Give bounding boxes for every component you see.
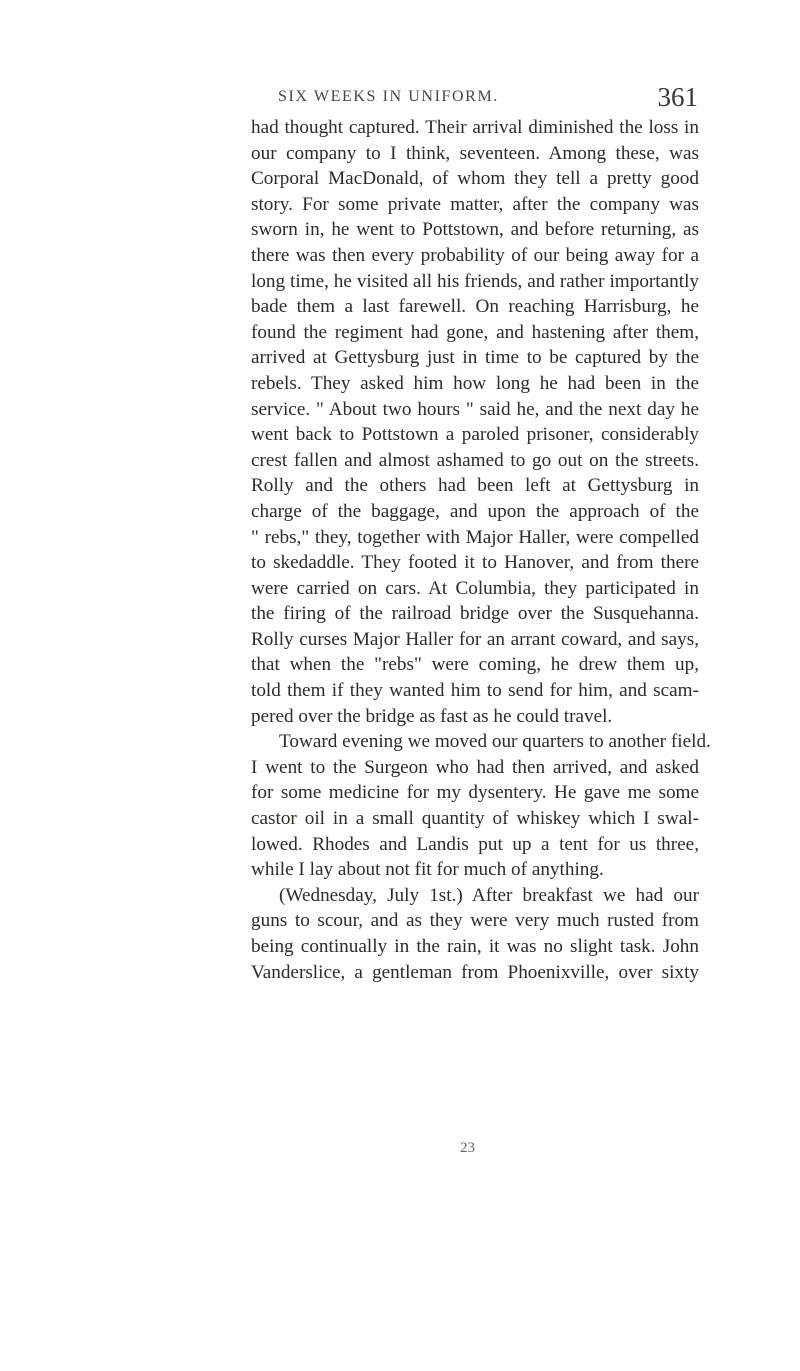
- text-line: Rolly curses Major Haller for an arrant coward, and says,: [251, 628, 699, 650]
- text-line: told them if they wanted him to send for him, and scam-: [251, 680, 699, 702]
- text-line: had thought captured. Their arrival diminished the loss in: [251, 117, 699, 138]
- text-line: (Wednesday, July 1st.) After breakfast we had our: [279, 884, 699, 906]
- text-line: Vanderslice, a gentleman from Phoenixville, over sixty: [251, 961, 699, 983]
- text-line: castor oil in a small quantity of whiskey which I swal-: [251, 808, 699, 830]
- text-line: charge of the baggage, and upon the approach of the: [251, 500, 699, 522]
- text-line: were carried on cars. At Columbia, they participated in: [251, 577, 699, 599]
- text-line: that when the "rebs" were coming, he drew them up,: [251, 654, 699, 676]
- text-line: pered over the bridge as fast as he could travel.: [251, 705, 613, 727]
- body-text: [251, 115, 711, 985]
- text-line: being continually in the rain, it was no slight task. John: [251, 936, 699, 957]
- text-line: while I lay about not fit for much of anything.: [251, 859, 604, 881]
- text-line: found the regiment had gone, and hastening after them,: [251, 321, 699, 343]
- page-number: 361: [657, 82, 698, 112]
- text-line: for some medicine for my dysentery. He gave me some: [251, 782, 699, 804]
- text-line: to skedaddle. They footed it to Hanover, and from there: [251, 552, 699, 574]
- text-line: Corporal MacDonald, of whom they tell a pretty good: [251, 168, 699, 190]
- text-line: there was then every probability of our being away for a: [251, 244, 699, 266]
- text-line: bade them a last farewell. On reaching Harrisburg, he: [251, 296, 699, 318]
- text-line: rebels. They asked him how long he had been in the: [251, 372, 699, 394]
- running-head: [278, 82, 698, 112]
- text-line: our company to I think, seventeen. Among these, was: [251, 142, 699, 164]
- text-line: guns to scour, and as they were very much rusted from: [251, 910, 699, 932]
- text-line: I went to the Surgeon who had then arrived, and asked: [251, 756, 699, 778]
- running-title: SIX WEEKS IN UNIFORM.: [278, 88, 499, 105]
- text-line: sworn in, he went to Pottstown, and before returning, as: [251, 219, 699, 241]
- text-line: long time, he visited all his friends, and rather importantly: [251, 270, 699, 292]
- text-line: went back to Pottstown a paroled prisoner, considerably: [251, 424, 699, 446]
- text-line: lowed. Rhodes and Landis put up a tent for us three,: [251, 833, 699, 855]
- text-line: crest fallen and almost ashamed to go out on the streets.: [251, 449, 699, 471]
- text-line: " rebs," they, together with Major Haller, were compelled: [251, 526, 699, 548]
- text-line: service. " About two hours " said he, and the next day he: [251, 398, 699, 420]
- signature-mark: 23: [460, 1140, 475, 1156]
- text-line: Toward evening we moved our quarters to another field.: [279, 731, 711, 753]
- text-line: story. For some private matter, after the company was: [251, 193, 699, 215]
- text-line: the firing of the railroad bridge over the Susquehanna.: [251, 603, 699, 625]
- text-line: arrived at Gettysburg just in time to be captured by the: [251, 347, 699, 369]
- text-line: Rolly and the others had been left at Gettysburg in: [251, 475, 699, 497]
